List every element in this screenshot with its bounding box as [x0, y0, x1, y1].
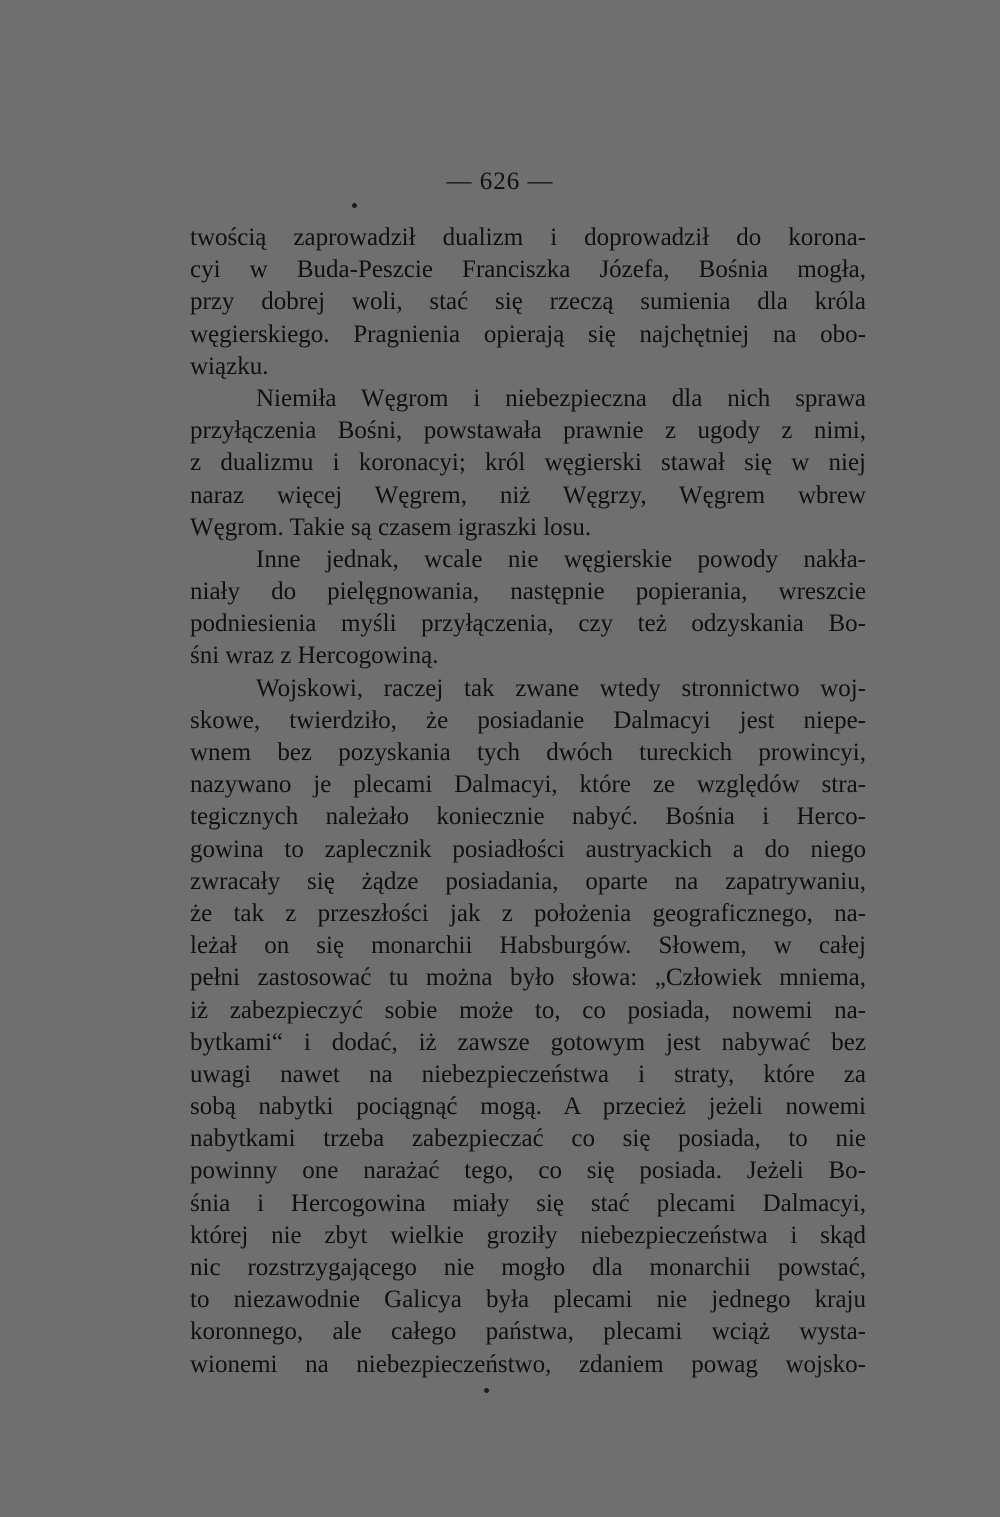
text-line: leżał on się monarchii Habsburgów. Słowem, w całej: [190, 932, 866, 960]
text-line: uwagi nawet na niebezpieczeństwa i straty, które za: [190, 1060, 866, 1088]
text-line: iż zabezpieczyć sobie może to, co posiada, nowemi na-: [190, 996, 866, 1024]
text-line: z dualizmu i koronacyi; król węgierski stawał się w niej: [190, 449, 866, 477]
text-line: bytkami“ i dodać, iż zawsze gotowym jest nabywać bez: [190, 1028, 866, 1056]
text-line: skowe, twierdziło, że posiadanie Dalmacyi jest niepe-: [190, 706, 866, 734]
text-line: wiązku.: [190, 352, 269, 380]
text-line: śni wraz z Hercogowiną.: [190, 642, 439, 670]
text-line: śnia i Hercogowina miały się stać plecami Dalmacyi,: [190, 1189, 866, 1217]
text-line: wnem bez pozyskania tych dwóch tureckich prowincyi,: [190, 739, 866, 766]
text-line: cyi w Buda-Peszcie Franciszka Józefa, Bośnia mogła,: [190, 256, 866, 284]
page-number: — 626 —: [446, 168, 554, 195]
text-line: wionemi na niebezpieczeństwo, zdaniem powag wojsko-: [190, 1350, 866, 1378]
text-line: zwracały się żądze posiadania, oparte na zapatrywaniu,: [190, 867, 866, 895]
text-line: tegicznych należało koniecznie nabyć. Bośnia i Herco-: [190, 803, 866, 831]
text-line: powinny one narażać tego, co się posiada. Jeżeli Bo-: [190, 1157, 866, 1185]
text-line: niały do pielęgnowania, następnie popierania, wreszcie: [190, 578, 866, 606]
text-line: naraz więcej Węgrem, niż Węgrzy, Węgrem wbrew: [190, 481, 866, 509]
text-line: Wojskowi, raczej tak zwane wtedy stronnictwo woj-: [256, 674, 866, 702]
text-line: że tak z przeszłości jak z położenia geograficznego, na-: [190, 899, 866, 927]
text-line: Inne jednak, wcale nie węgierskie powody nakła-: [256, 545, 866, 573]
scan-speck: [484, 1388, 489, 1393]
text-line: której nie zbyt wielkie groziły niebezpieczeństwa i skąd: [190, 1221, 866, 1249]
text-line: nabytkami trzeba zabezpieczać co się posiada, to nie: [190, 1125, 866, 1153]
scan-speck: [352, 203, 357, 208]
text-line: Węgrom. Takie są czasem igraszki losu.: [190, 513, 592, 541]
text-line: koronnego, ale całego państwa, plecami wciąż wysta-: [190, 1318, 866, 1346]
text-line: węgierskiego. Pragnienia opierają się najchętniej na obo-: [190, 320, 866, 348]
text-line: przyłączenia Bośni, powstawała prawnie z ugody z nimi,: [190, 417, 866, 445]
text-line: pełni zastosować tu można było słowa: „Człowiek mniema,: [190, 964, 866, 992]
text-line: podniesienia myśli przyłączenia, czy też odzyskania Bo-: [190, 610, 866, 638]
text-line: to niezawodnie Galicya była plecami nie jednego kraju: [190, 1286, 866, 1314]
text-line: nic rozstrzygającego nie mogło dla monarchii powstać,: [190, 1254, 866, 1281]
text-line: gowina to zaplecznik posiadłości austryackich a do niego: [190, 835, 866, 863]
body-text: [190, 222, 866, 1381]
text-line: Niemiła Węgrom i niebezpieczna dla nich sprawa: [256, 384, 866, 412]
text-line: sobą nabytki pociągnąć mogą. A przecież jeżeli nowemi: [190, 1093, 866, 1121]
text-line: twością zaprowadził dualizm i doprowadził do korona-: [190, 224, 866, 251]
text-line: nazywano je plecami Dalmacyi, które ze względów stra-: [190, 771, 866, 799]
text-line: przy dobrej woli, stać się rzeczą sumienia dla króla: [190, 288, 866, 316]
